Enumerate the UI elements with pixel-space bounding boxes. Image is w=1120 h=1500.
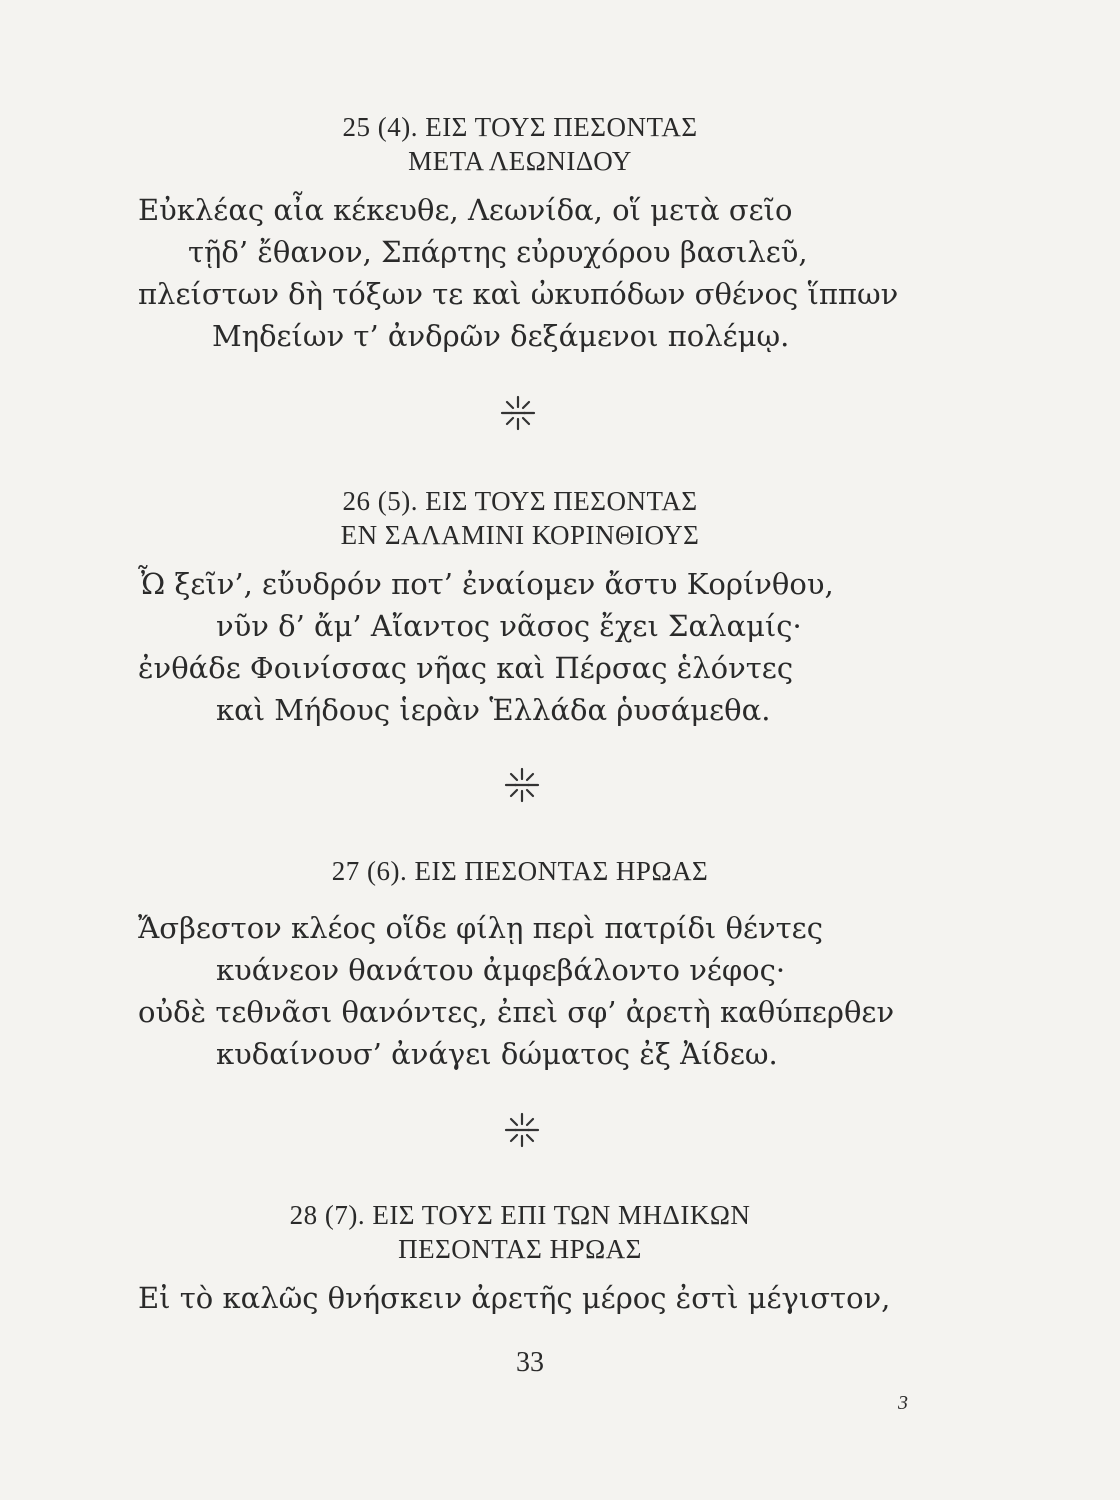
poem-heading-line-1: 25 (4). ΕΙΣ ΤΟΥΣ ΠΕΣΟΝΤΑΣ [342,112,698,142]
poem-25-line-4: Μηδείων τ’ ἀνδρῶν δεξάμενοι πολέμῳ. [212,319,790,353]
poem-26-line-3: ἐνθάδε Φοινίσσας νῆας καὶ Πέρσας ἑλόντες [138,651,794,685]
poem-heading-line-2: ΠΕΣΟΝΤΑΣ ΗΡΩΑΣ [398,1234,642,1264]
asterisk-rosette-icon [502,765,542,805]
poem-26-heading [0,484,1040,552]
poem-heading-line-1: 26 (5). ΕΙΣ ΤΟΥΣ ΠΕΣΟΝΤΑΣ [342,486,698,516]
poem-27-line-4: κυδαίνουσ’ ἀνάγει δώματος ἐξ Ἀίδεω. [216,1037,778,1071]
poem-26-line-4: καὶ Μήδους ἱερὰν Ἑλλάδα ῥυσάμεθα. [216,693,771,727]
poem-heading-line-1: 28 (7). ΕΙΣ ΤΟΥΣ ΕΠΙ ΤΩΝ ΜΗΔΙΚΩΝ [289,1200,751,1230]
page-number: 33 [516,1347,544,1378]
poem-25-line-2: τῇδ’ ἔθανον, Σπάρτης εὐρυχόρου βασιλεῦ, [188,235,808,269]
signature-mark: 3 [898,1392,908,1414]
poem-27-heading [0,854,1040,888]
poem-28-heading [0,1198,1040,1266]
poem-26-line-1: Ὦ ξεῖν’, εὔυδρόν ποτ’ ἐναίομεν ἄστυ Κορίνθου, [138,567,834,601]
poem-heading-line-1: 27 (6). ΕΙΣ ΠΕΣΟΝΤΑΣ ΗΡΩΑΣ [331,856,709,886]
poem-25-line-3: πλείστων δὴ τόξων τε καὶ ὠκυπόδων σθένος ἵππων [138,277,899,311]
asterisk-rosette-icon [502,1110,542,1150]
poem-25-heading [0,110,1040,178]
poem-27-line-3: οὐδὲ τεθνᾶσι θανόντες, ἐπεὶ σφ’ ἀρετὴ καθύπερθεν [138,995,895,1029]
poem-27-line-2: κυάνεον θανάτου ἀμφεβάλοντο νέφος· [216,953,786,987]
poem-heading-line-2: ΜΕΤΑ ΛΕΩΝΙΔΟΥ [408,146,632,176]
poem-25-line-1: Εὐκλέας αἶα κέκευθε, Λεωνίδα, οἵ μετὰ σεῖο [138,193,793,227]
asterisk-rosette-icon [498,393,538,433]
poem-heading-line-2: ΕΝ ΣΑΛΑΜΙΝΙ ΚΟΡΙΝΘΙΟΥΣ [340,520,700,550]
poem-26-line-2: νῦν δ’ ἄμ’ Αἴαντος νᾶσος ἔχει Σαλαμίς· [216,609,802,643]
poem-28-line-1: Εἰ τὸ καλῶς θνήσκειν ἀρετῆς μέρος ἐστὶ μέγιστον, [138,1281,891,1315]
poem-27-line-1: Ἄσβεστον κλέος οἵδε φίλῃ περὶ πατρίδι θέντες [138,911,823,945]
